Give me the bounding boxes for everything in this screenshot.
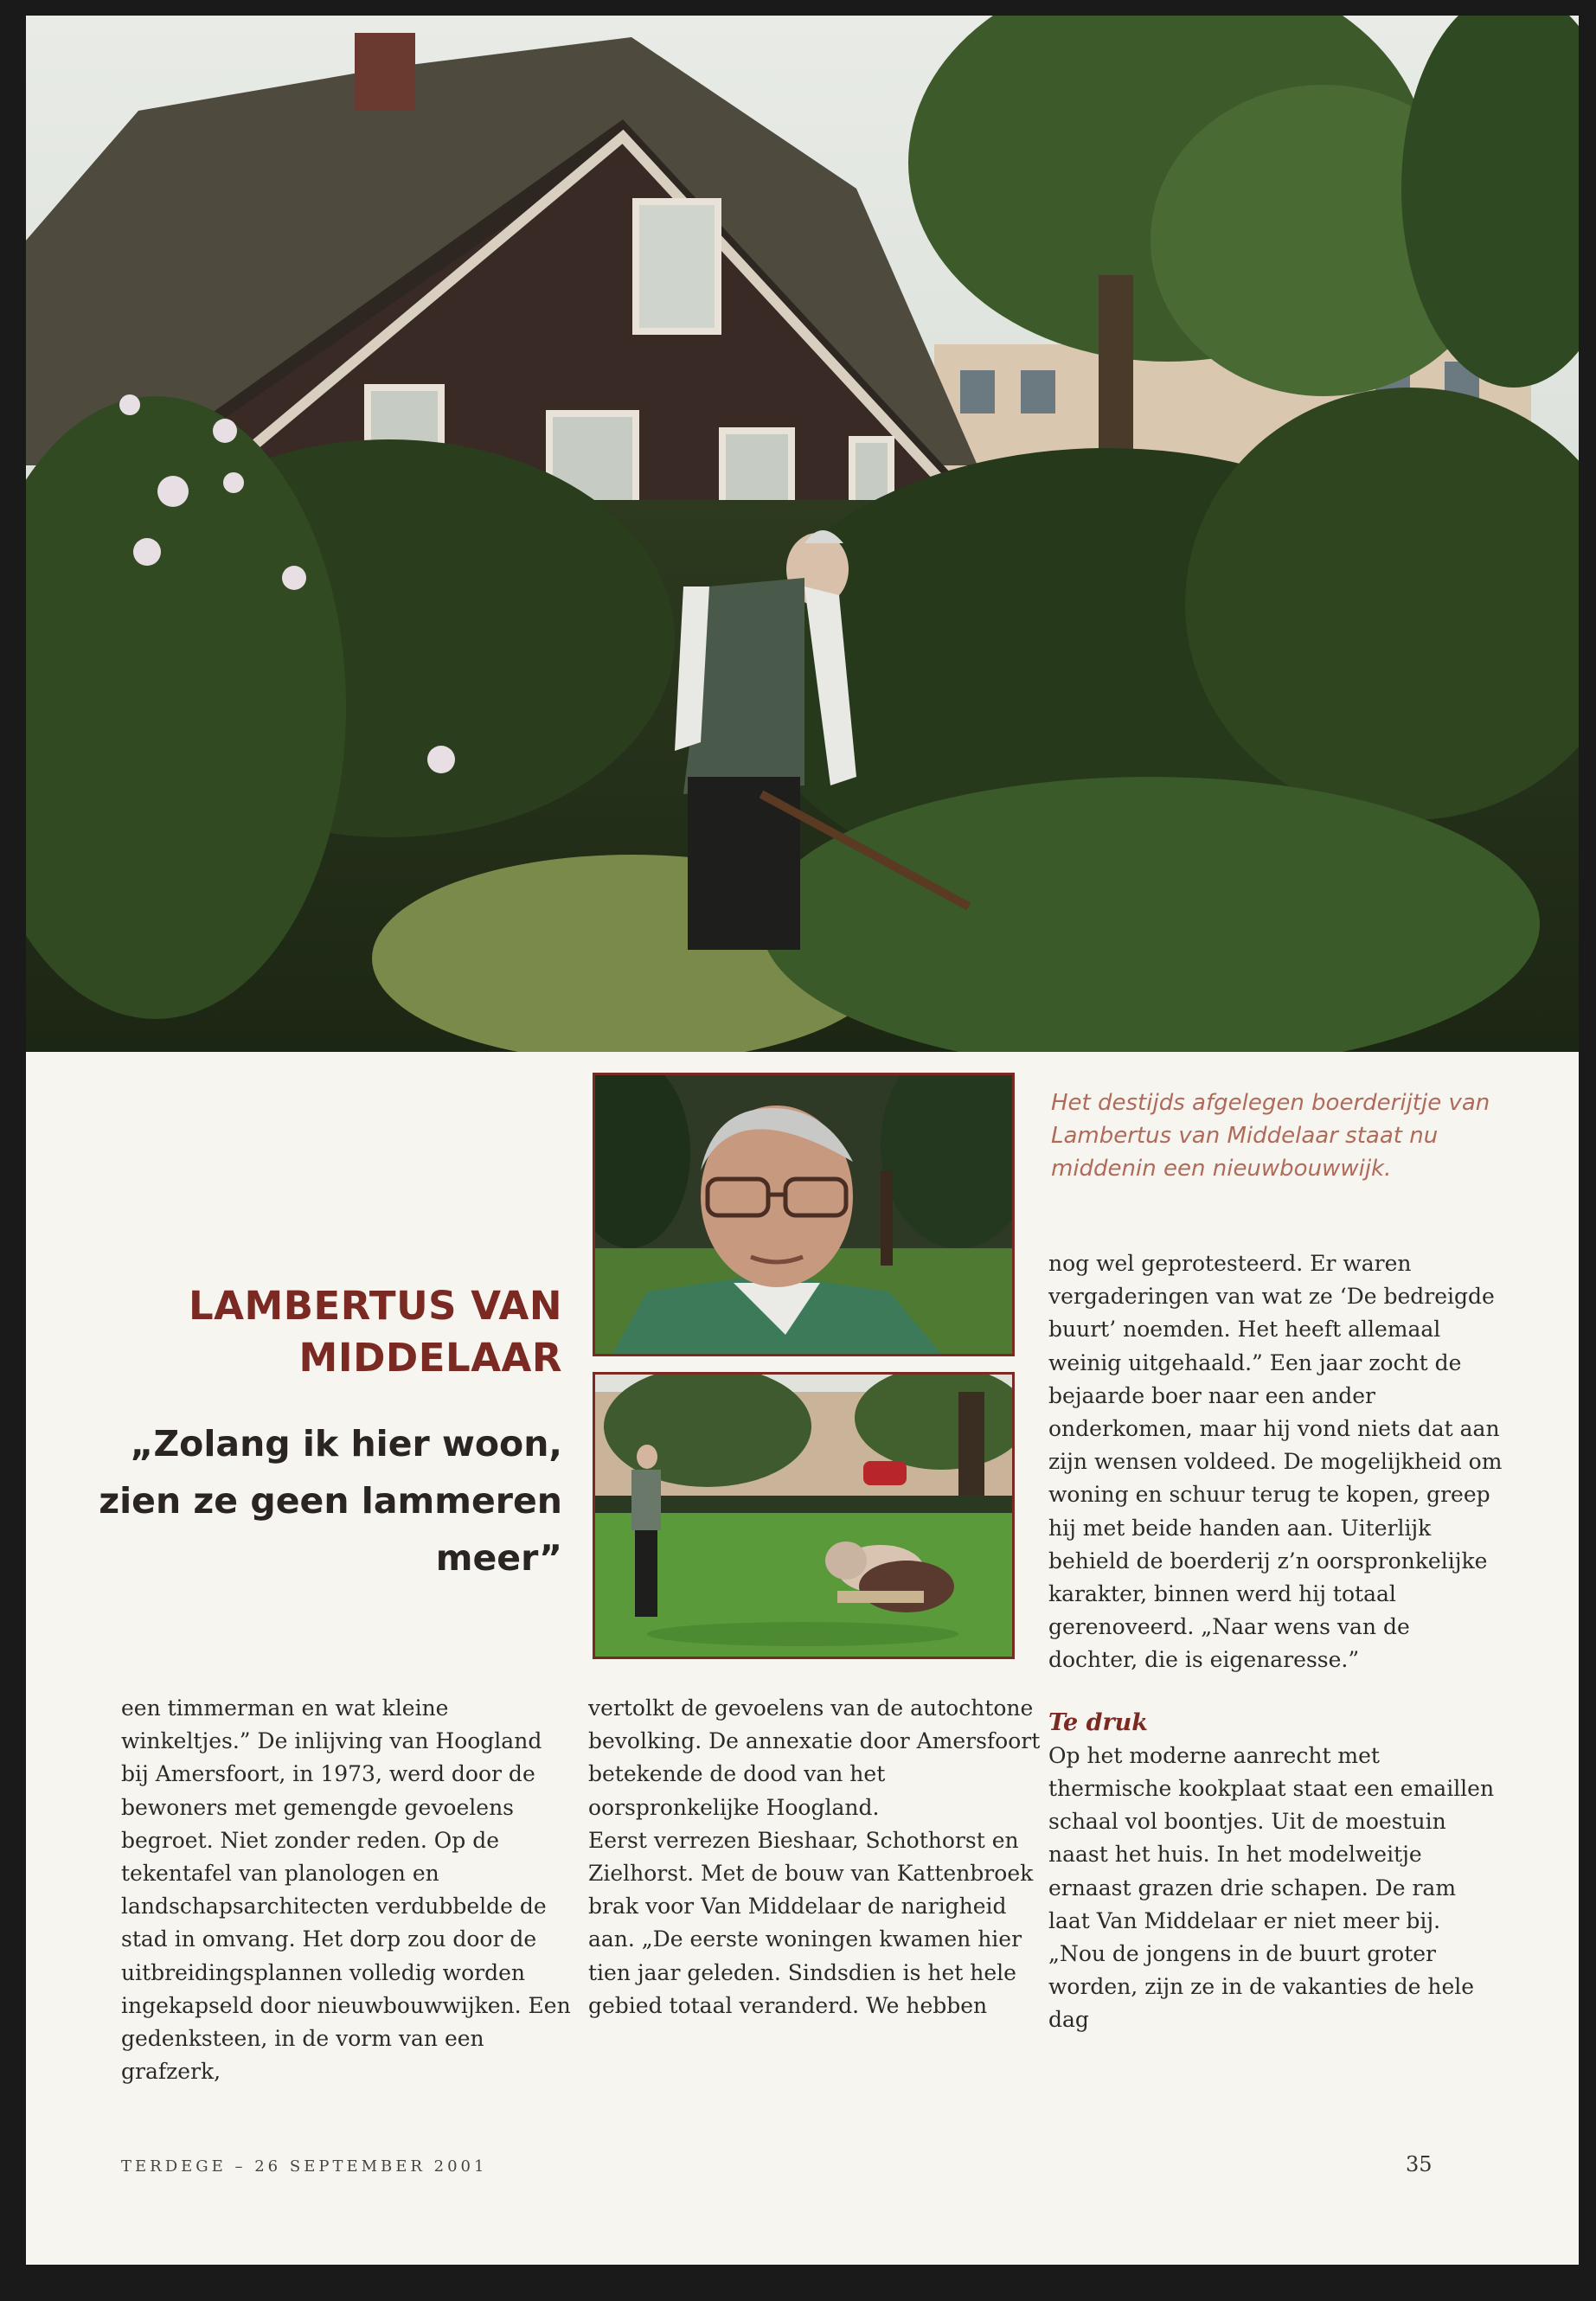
magazine-page (26, 16, 1579, 2265)
headline-quote: „Zolang ik hier woon, zien ze geen lammeren meer” (99, 1423, 562, 1579)
paragraph: vertolkt de gevoelens van de autochtone bevolking. De annexatie door Amersfoort betekende de dood van het oorspronkelijke Hoogland. (588, 1695, 1041, 1820)
body-column-3 (1048, 1247, 1503, 2037)
article-headline (78, 1280, 562, 1586)
hero-photo-farmhouse (26, 16, 1579, 1052)
photo-caption: Het destijds afgelegen boerderijtje van Lambertus van Middelaar staat nu middenin een nieuwbouwwijk. (1051, 1090, 1490, 1182)
paragraph: Eerst verrezen Bieshaar, Schothorst en Zielhorst. Met de bouw van Kattenbroek brak voor Van Middelaar de narigheid aan. „De eerste woningen kwamen hier tien jaar geleden. Sindsdien is het hele gebied totaal veranderd. We hebben (588, 1827, 1034, 2018)
paragraph: nog wel geprotesteerd. Er waren vergaderingen van wat ze ‘De bedreigde buurt’ noemden. Het heeft allemaal weinig uitgehaald.” Een jaar zocht de bejaarde boer naar een ander onderkomen, maar hij vond niets dat aan zijn wensen voldeed. De mogelijkheid om woning en schuur terug te kopen, greep hij met beide handen aan. Uiterlijk behield de boerderij z’n oorspronkelijke karakter, binnen werd hij totaal gerenoveerd. „Naar wens van de dochter, die is eigenaresse.” (1048, 1251, 1503, 1673)
sheep-meadow-photo (593, 1372, 1015, 1659)
subheading: Te druk (1048, 1708, 1149, 1736)
paragraph: een timmerman en wat kleine winkeltjes.” De inlijving van Hoogland bij Amersfoort, in 1973, werd door de bewoners met gemengde gevoelens begroet. Niet zonder reden. Op de tekentafel van planologen en landschapsarchitecten verdubbelde de stad in omvang. Het dorp zou door de uitbreidingsplannen volledig worden ingekapseld door nieuwbouwwijken. Een gedenksteen, in de vorm van een grafzerk, (121, 1695, 571, 2085)
headline-name: LAMBERTUS VAN MIDDELAAR (188, 1283, 562, 1381)
body-column-1 (121, 1692, 575, 2088)
page-number: 35 (1406, 2152, 1433, 2176)
body-column-2 (588, 1692, 1042, 2022)
footer-magazine-date: TERDEGE – 26 SEPTEMBER 2001 (121, 2157, 488, 2176)
paragraph: Op het moderne aanrecht met thermische kookplaat staat een emaillen schaal vol boontjes. Uit de moestuin naast het huis. In het modelweitje ernaast grazen drie schapen. De ram laat Van Middelaar er niet meer bij. „Nou de jongens in de buurt groter worden, zijn ze in de vakanties de hele dag (1048, 1742, 1495, 2033)
portrait-photo (593, 1073, 1015, 1356)
